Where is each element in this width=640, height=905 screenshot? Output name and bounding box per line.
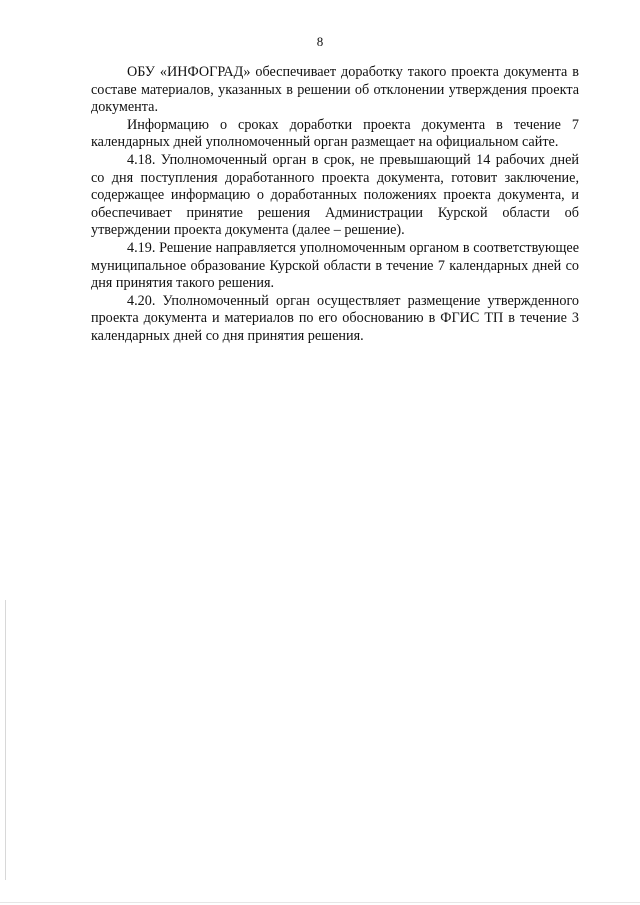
page-number: 8 — [316, 34, 324, 49]
paragraph-infograd-revision: ОБУ «ИНФОГРАД» обеспечивает доработку такого проекта документа в составе материалов, указанных в решении об отклонении утверждения проекта документа. — [91, 64, 579, 116]
document-body — [91, 64, 579, 346]
scan-bottom-edge — [0, 902, 640, 903]
paragraph-4-18: 4.18. Уполномоченный орган в срок, не превышающий 14 рабочих дней со дня поступления доработанного проекта документа, готовит заключение, содержащее информацию о доработанных положениях проекта документа, и обеспечивает принятие решения Администрации Курской области об утверждении проекта документа (далее – решение). — [91, 151, 579, 239]
paragraph-4-20: 4.20. Уполномоченный орган осуществляет размещение утвержденного проекта документа и материалов по его обоснованию в ФГИС ТП в течение 3 календарных дней со дня принятия решения. — [91, 292, 579, 344]
paragraph-revision-deadline: Информацию о сроках доработки проекта документа в течение 7 календарных дней уполномоченный орган размещает на официальном сайте. — [91, 116, 579, 151]
paragraph-4-19: 4.19. Решение направляется уполномоченным органом в соответствующее муниципальное образование Курской области в течение 7 календарных дней со дня принятия такого решения. — [91, 239, 579, 292]
scan-edge-line — [5, 600, 6, 880]
